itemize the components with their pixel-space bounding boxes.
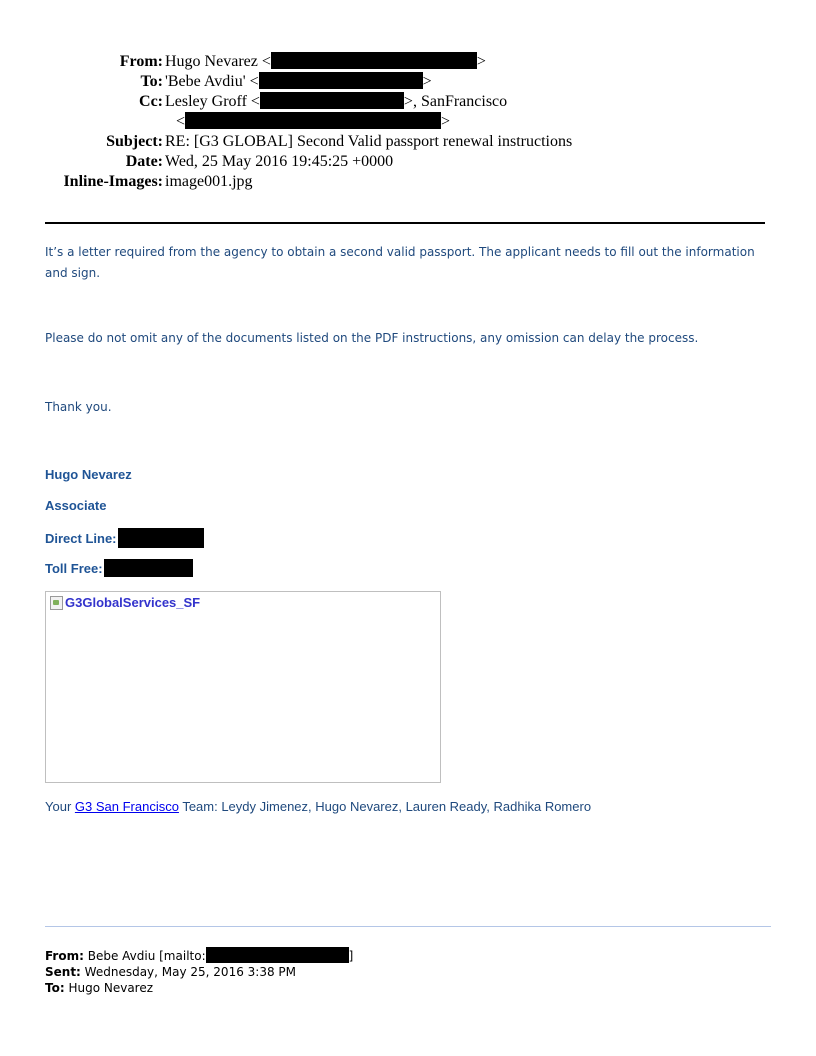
signature-name: Hugo Nevarez: [45, 467, 132, 482]
team-prefix: Your: [45, 799, 75, 814]
cc-mid: >, SanFrancisco: [403, 93, 508, 110]
header-from-label: From:: [119, 53, 163, 70]
header-from-row: [0, 52, 816, 72]
header-date-label: Date:: [125, 153, 163, 170]
redaction-box: [185, 112, 441, 129]
signature-title: Associate: [45, 498, 107, 513]
email-header: [0, 52, 816, 192]
fwd-from-value: Bebe Avdiu [mailto:: [83, 949, 206, 963]
redaction-box: [118, 528, 204, 548]
header-subject-value: RE: [G3 GLOBAL] Second Valid passport renewal instructions: [165, 133, 573, 150]
fwd-to-row: [45, 980, 353, 996]
team-suffix: Team: Leydy Jimenez, Hugo Nevarez, Lauren Ready, Radhika Romero: [178, 799, 592, 814]
header-cc-value: [165, 92, 507, 112]
body-paragraph-2: Please do not omit any of the documents listed on the PDF instructions, any omission can delay the process.: [45, 331, 699, 345]
header-cc-label: Cc:: [139, 93, 163, 110]
from-name: Hugo Nevarez <: [165, 53, 271, 70]
header-divider: [45, 222, 765, 224]
header-cc-row: [0, 92, 816, 112]
body-paragraph-1: It’s a letter required from the agency to obtain a second valid passport. The applicant needs to fill out the information and sign.: [45, 245, 755, 280]
header-date-row: [0, 152, 816, 172]
to-name: 'Bebe Avdiu' <: [165, 73, 259, 90]
fwd-from-label: From:: [45, 949, 84, 963]
header-from-value: [165, 52, 486, 72]
header-cc-row-2: [0, 112, 816, 132]
header-cc-value-2: [176, 112, 450, 132]
header-to-label: To:: [140, 73, 163, 90]
fwd-to-label: To:: [45, 981, 65, 995]
signature-direct-line: [45, 528, 204, 548]
logo-image-placeholder: [45, 591, 441, 783]
cc-open2: <: [176, 113, 186, 130]
toll-free-label: Toll Free:: [45, 560, 103, 576]
fwd-sent-value: Wednesday, May 25, 2016 3:38 PM: [80, 965, 297, 979]
fwd-sent-label: Sent:: [45, 965, 81, 979]
quoted-divider: [45, 926, 771, 927]
header-to-value: [165, 72, 432, 92]
header-images-label: Inline-Images:: [63, 173, 163, 190]
header-subject-row: [0, 132, 816, 152]
header-images-row: [0, 172, 816, 192]
direct-line-label: Direct Line:: [45, 530, 117, 546]
cc-name: Lesley Groff <: [165, 93, 260, 110]
team-line: [45, 799, 591, 814]
header-subject-label: Subject:: [106, 133, 163, 150]
team-link[interactable]: G3 San Francisco: [74, 799, 179, 814]
signature-toll-free: [45, 559, 193, 577]
logo-alt-text: G3GlobalServices_SF: [65, 595, 201, 610]
cc-close2: >: [441, 113, 451, 130]
redaction-box: [206, 947, 349, 963]
header-images-value: image001.jpg: [165, 173, 253, 190]
broken-image-icon: [50, 596, 63, 610]
from-close: >: [476, 53, 486, 70]
logo-alt-text-row: [50, 595, 200, 610]
fwd-sent-row: [45, 964, 353, 980]
redaction-box: [259, 72, 423, 89]
forwarded-header: [45, 947, 353, 996]
body-paragraph-3: Thank you.: [45, 400, 112, 414]
redaction-box: [271, 52, 477, 69]
fwd-from-close: ]: [348, 949, 354, 963]
header-date-value: Wed, 25 May 2016 19:45:25 +0000: [165, 153, 394, 170]
redaction-box: [104, 559, 193, 577]
to-close: >: [422, 73, 432, 90]
fwd-from-row: [45, 947, 353, 964]
redaction-box: [260, 92, 404, 109]
fwd-to-value: Hugo Nevarez: [64, 981, 154, 995]
header-to-row: [0, 72, 816, 92]
